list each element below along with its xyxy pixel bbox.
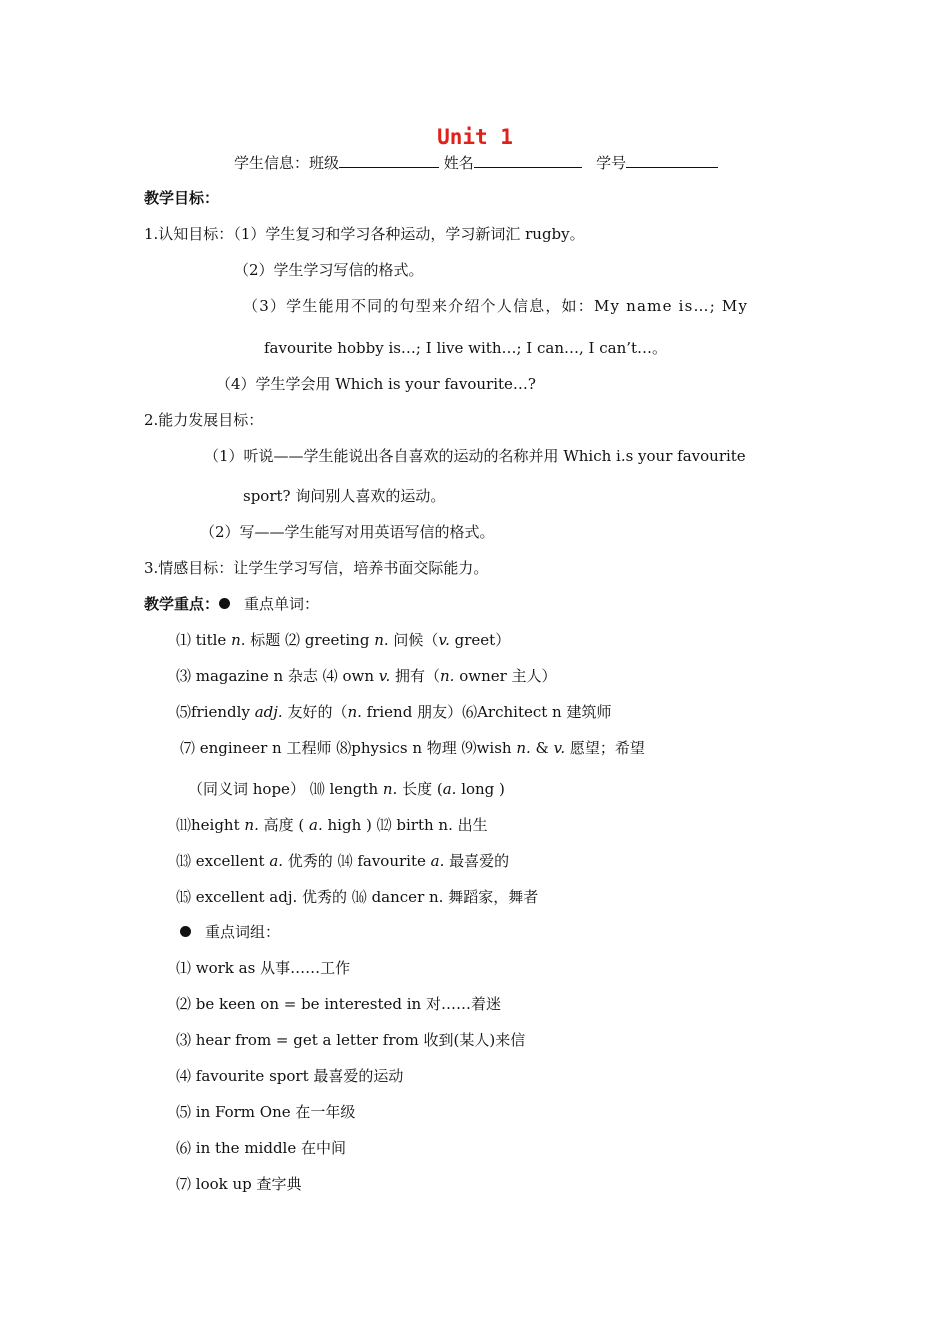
page-title: Unit 1 <box>437 125 513 149</box>
name-label: 姓名 <box>443 154 474 172</box>
name-blank[interactable] <box>474 152 582 168</box>
focus-heading: 教学重点： <box>144 595 220 613</box>
focus-heading-line <box>144 594 319 614</box>
class-blank[interactable] <box>339 152 439 168</box>
word-row-3: ⑸friendly adj. 友好的（n. friend 朋友）⑹Architect n 建筑师 <box>176 703 612 721</box>
class-label: 学生信息：班级 <box>234 154 340 172</box>
phrase-item: ⑶ hear from = get a letter from 收到(某人)来信 <box>176 1031 526 1049</box>
phrase-item: ⑷ favourite sport 最喜爱的运动 <box>176 1067 404 1085</box>
id-label: 学号 <box>596 154 627 172</box>
phrase-item: ⑸ in Form One 在一年级 <box>176 1103 356 1121</box>
id-blank[interactable] <box>626 152 718 168</box>
phrase-item: ⑹ in the middle 在中间 <box>176 1139 346 1157</box>
cognitive-item-3a: （3）学生能用不同的句型来介绍个人信息，如：My name is…; My <box>243 297 749 315</box>
phrase-item: ⑵ be keen on = be interested in 对……着迷 <box>176 995 501 1013</box>
cognitive-item-4: （4）学生学会用 Which is your favourite…? <box>216 375 536 393</box>
ability-label: 2.能力发展目标： <box>144 411 264 429</box>
emotion-objective: 3.情感目标：让学生学习写信，培养书面交际能力。 <box>144 559 489 577</box>
ability-item-2: （2）写——学生能写对用英语写信的格式。 <box>200 523 495 541</box>
ability-item-1b: sport? 询问别人喜欢的运动。 <box>243 487 446 505</box>
cognitive-line-1 <box>144 224 585 244</box>
word-row-4: ⑺ engineer n 工程师 ⑻physics n 物理 ⑼wish n. & v. 愿望；希望 <box>180 739 645 757</box>
student-info-line <box>234 152 718 173</box>
cognitive-label: 1.认知目标： <box>144 225 234 243</box>
word-row-5: （同义词 hope） ⑽ length n. 长度 (a. long ) <box>188 780 505 798</box>
word-row-7: ⒀ excellent a. 优秀的 ⒁ favourite a. 最喜爱的 <box>176 852 510 870</box>
word-row-6: ⑾height n. 高度 ( a. high ) ⑿ birth n. 出生 <box>176 816 488 834</box>
word-row-1: ⑴ title n. 标题 ⑵ greeting n. 问候（v. greet） <box>176 631 511 649</box>
bullet-icon <box>219 598 230 609</box>
ability-item-1a: （1）听说——学生能说出各自喜欢的运动的名称并用 Which i.s your favourite <box>204 447 746 465</box>
cognitive-item-2: （2）学生学习写信的格式。 <box>234 261 424 279</box>
word-row-2: ⑶ magazine n 杂志 ⑷ own v. 拥有（n. owner 主人） <box>176 667 557 685</box>
phrase-item: ⑺ look up 查字典 <box>176 1175 302 1193</box>
cognitive-item-3b: favourite hobby is…; I live with…; I can…, I can’t…。 <box>264 339 668 357</box>
word-row-8: ⒂ excellent adj. 优秀的 ⒃ dancer n. 舞蹈家，舞者 <box>176 888 539 906</box>
words-label: 重点单词： <box>244 595 320 613</box>
bullet-icon <box>180 926 191 937</box>
objectives-heading: 教学目标： <box>144 189 220 207</box>
phrase-item: ⑴ work as 从事……工作 <box>176 959 351 977</box>
cognitive-item-1: （1）学生复习和学习各种运动，学习新词汇 rugby。 <box>233 225 585 243</box>
phrases-heading-line <box>180 922 280 942</box>
phrases-label: 重点词组： <box>205 923 281 941</box>
